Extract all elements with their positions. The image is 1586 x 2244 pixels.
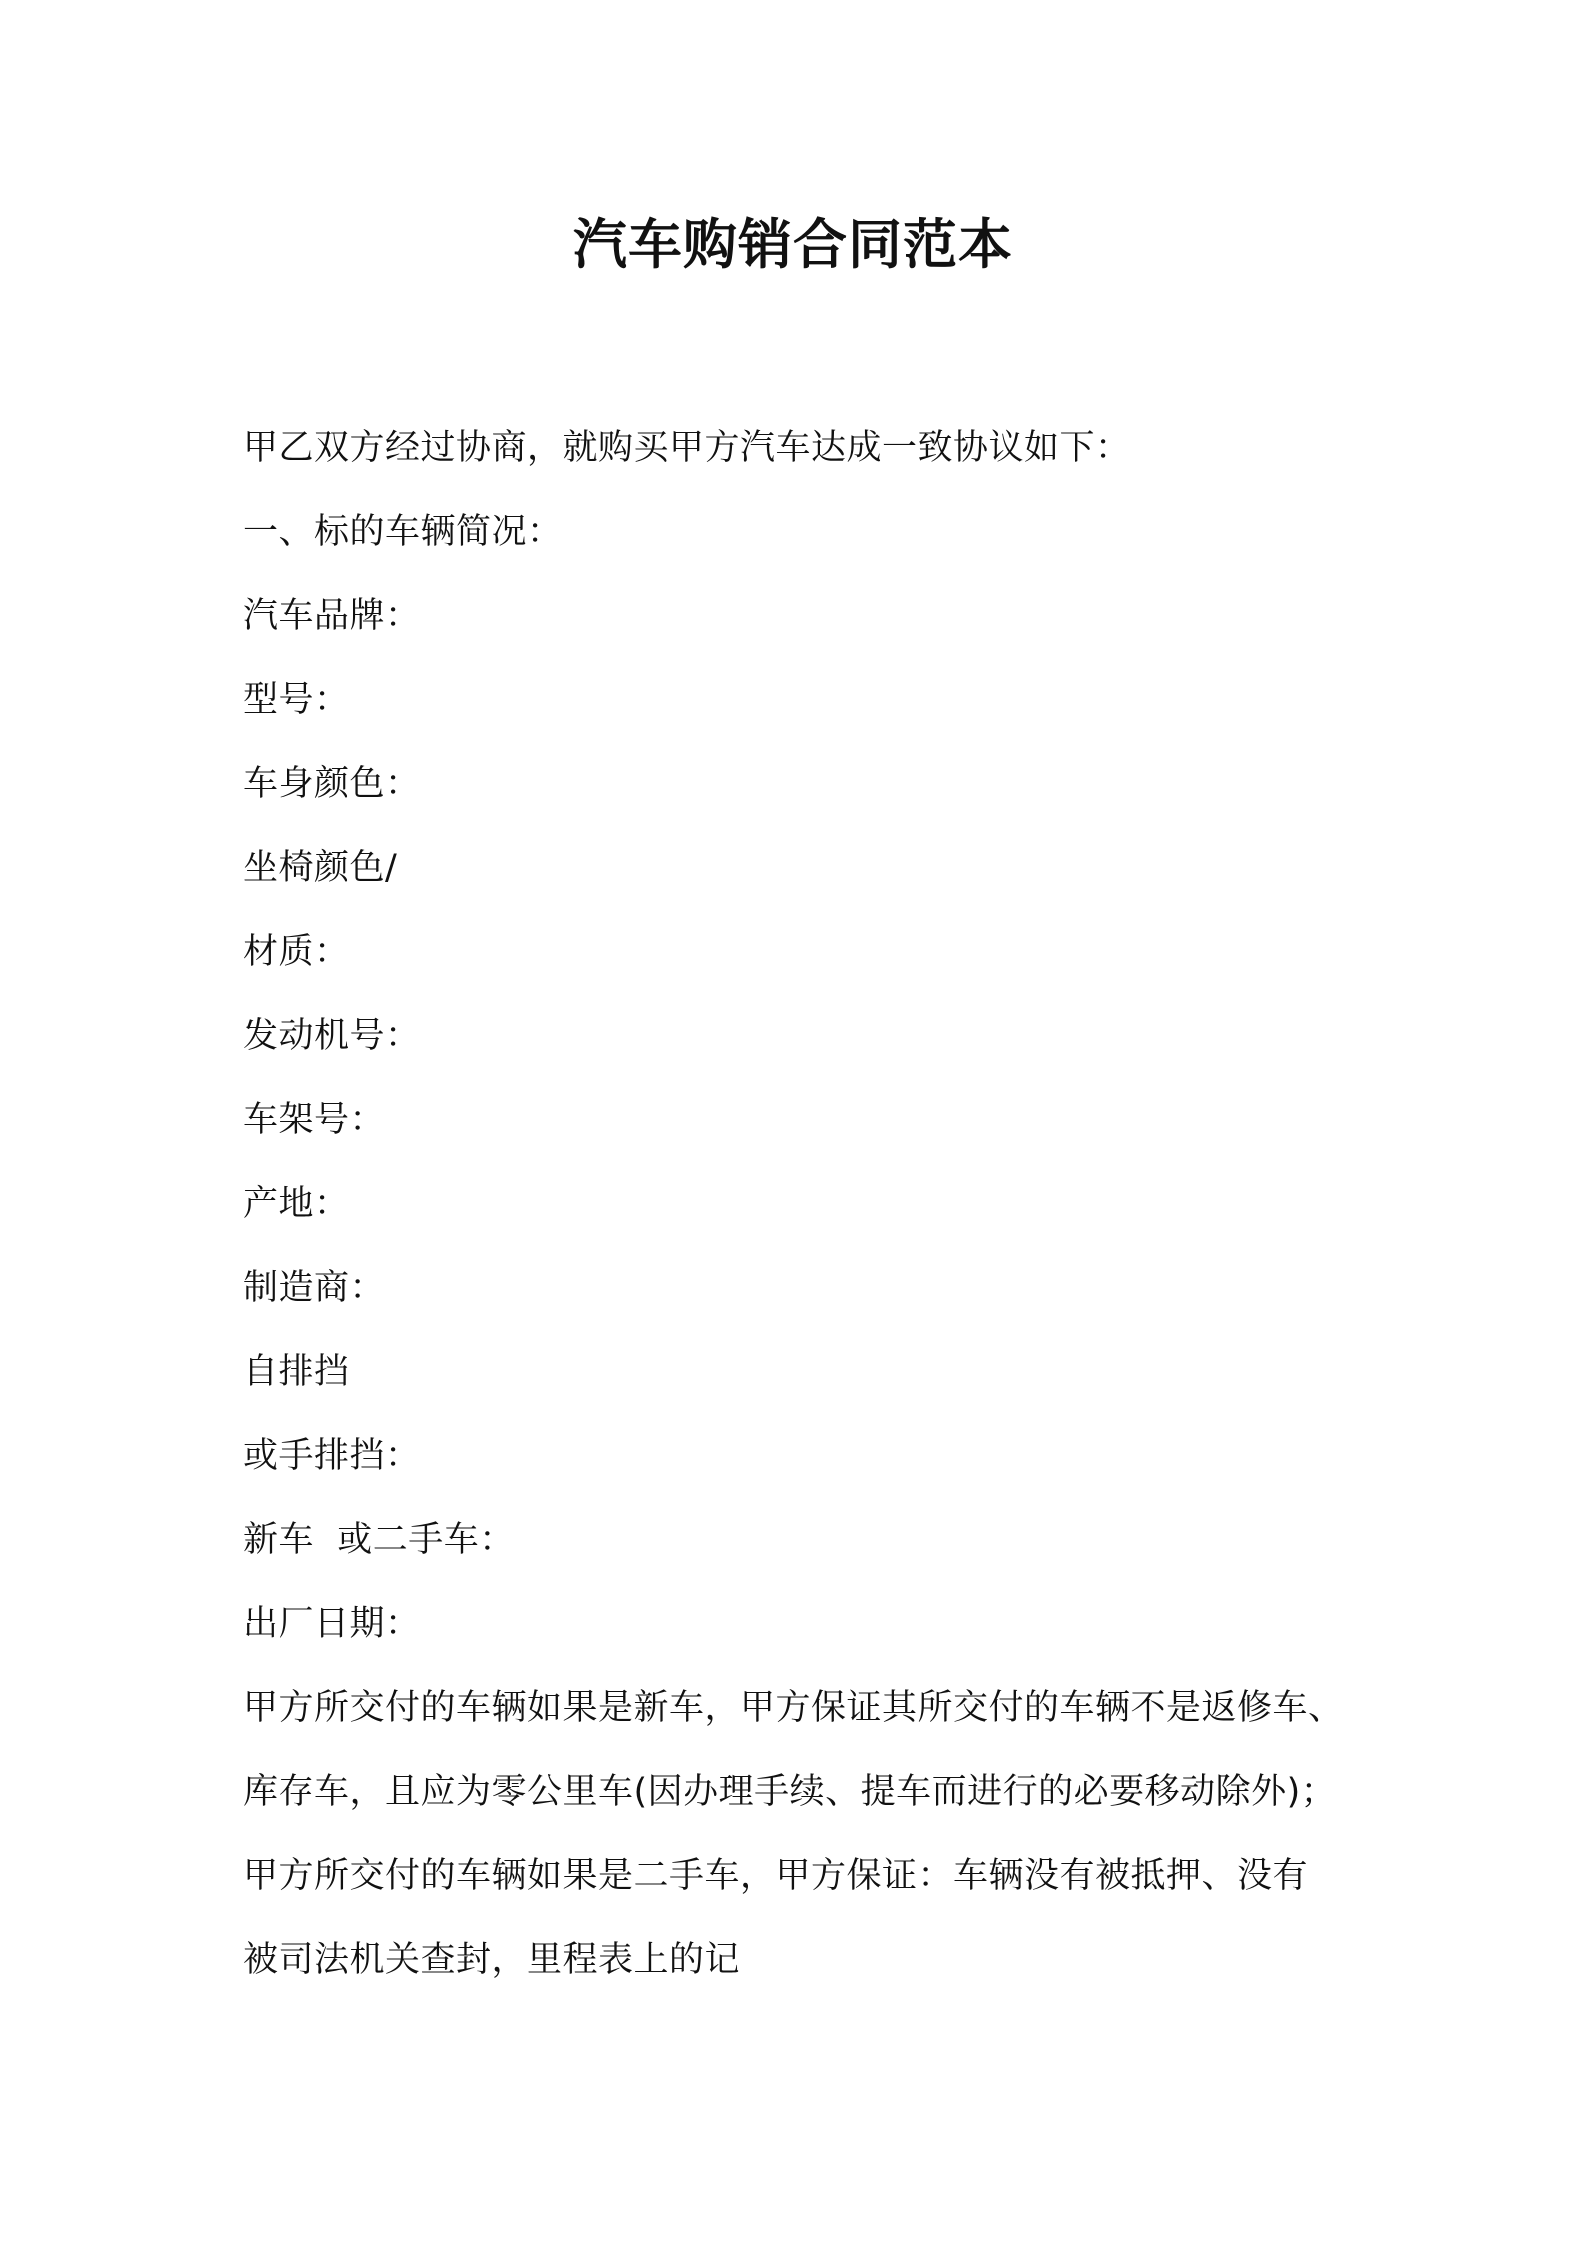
field-material: 材质：	[243, 932, 350, 972]
clause-line: 甲方所交付的车辆如果是二手车，甲方保证：车辆没有被抵押、没有	[243, 1856, 1309, 1896]
field-model: 型号：	[243, 680, 350, 720]
document-body	[243, 406, 1393, 2002]
clause-line: 被司法机关查封，里程表上的记	[243, 1940, 741, 1980]
field-origin: 产地：	[243, 1184, 350, 1224]
field-car-brand: 汽车品牌：	[243, 596, 421, 636]
field-new-or-used: 新车 或二手车：	[243, 1520, 515, 1560]
section-heading-vehicle-overview: 一、标的车辆简况：	[243, 512, 563, 552]
clause-line: 库存车，且应为零公里车(因办理手续、提车而进行的必要移动除外)；	[243, 1772, 1337, 1812]
document-title: 汽车购销合同范本	[573, 213, 1013, 276]
field-manufacturer: 制造商：	[243, 1268, 386, 1308]
field-seat-color: 坐椅颜色/	[243, 848, 398, 888]
field-automatic: 自排挡	[243, 1352, 350, 1392]
field-production-date: 出厂日期：	[243, 1604, 421, 1644]
field-manual: 或手排挡：	[243, 1436, 421, 1476]
field-engine-number: 发动机号：	[243, 1016, 421, 1056]
intro-paragraph: 甲乙双方经过协商，就购买甲方汽车达成一致协议如下：	[243, 428, 1131, 468]
clause-line: 甲方所交付的车辆如果是新车，甲方保证其所交付的车辆不是返修车、	[243, 1688, 1344, 1728]
field-frame-number: 车架号：	[243, 1100, 386, 1140]
field-body-color: 车身颜色：	[243, 764, 421, 804]
